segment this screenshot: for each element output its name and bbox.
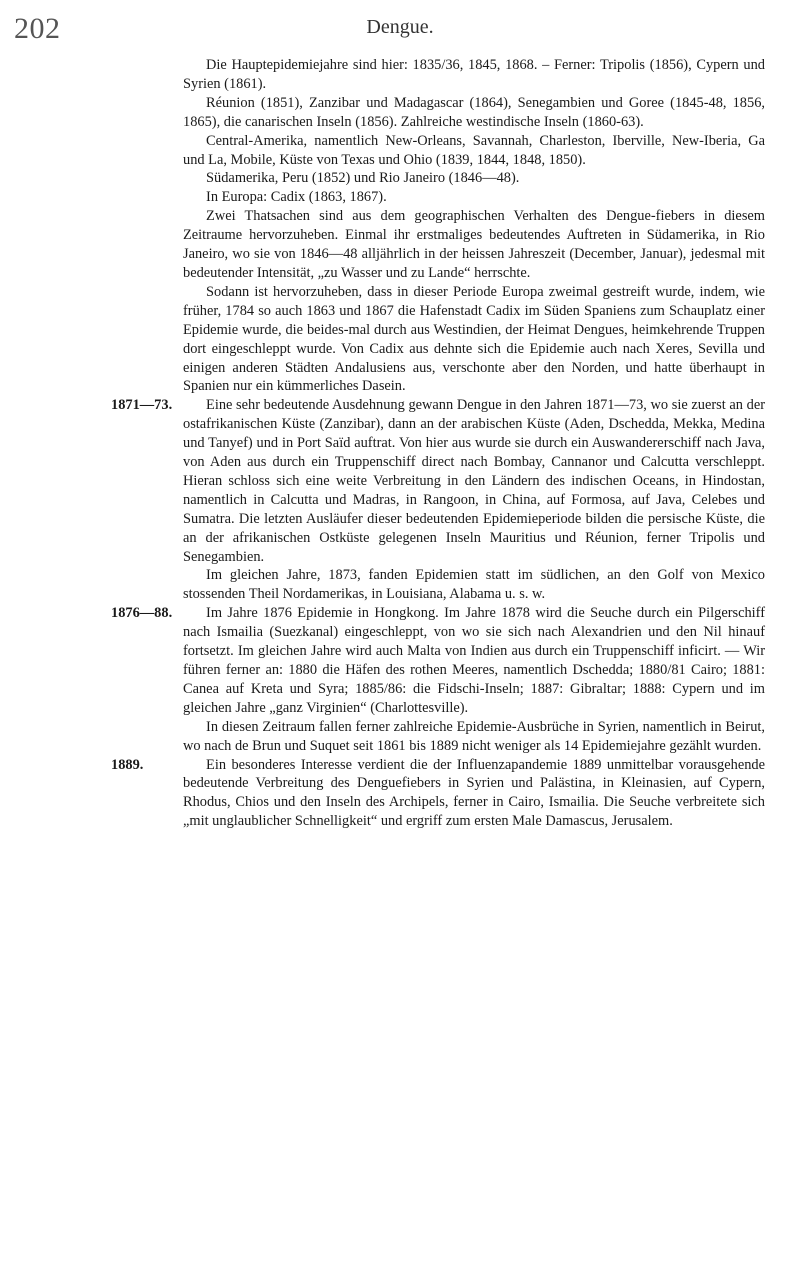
section-1876-88 bbox=[111, 604, 765, 755]
section-1871-73 bbox=[111, 396, 765, 604]
margin-date-1876: 1876—88. bbox=[111, 605, 173, 622]
paragraph-south-america: Südamerika, Peru (1852) und Rio Janeiro (1846—48). bbox=[206, 170, 520, 187]
page-number: 202 bbox=[14, 12, 61, 45]
body-text bbox=[111, 56, 765, 831]
paragraph-cadix: Sodann ist hervorzuheben, dass in dieser Periode Europa zweimal gestreift wurde, indem, wie früher, 1784 so auch 1863 und 1867 die Hafenstadt Cadix im Süden Spaniens zum Schauplatz einer Epidemie wurde, die beides-mal durch aus Westindien, der Heimat Dengues, heimkehrende Truppen dort eingeschleppt wurde. Von Cadix aus dehnte sich die Epidemie auch nach Xeres, Sevilla und einigen anderen Städten Andalusiens aus, verschonte aber den Norden, und hatte überhaupt in Spanien nur ein kümmerliches Dasein. bbox=[183, 283, 765, 395]
paragraph-1871-expansion: Eine sehr bedeutende Ausdehnung gewann Dengue in den Jahren 1871—73, wo sie zuerst an der ostafrikanischen Küste (Zanzibar), dann an der arabischen Küste (Aden, Dschedda, Mekka, Medina und Tanyef) und in Port Saïd auftrat. Von hier aus wurde sie durch ein Auswandererschiff nach Java, von Aden aus durch ein Truppenschiff direct nach Bombay, Cannanor und Calcutta verschleppt. Hieran schloss sich eine weite Verbreitung in den Ländern des indischen Oceans, in Hindostan, namentlich in Calcutta und Madras, in Rangoon, in China, auf Formosa, auf Java, Celebes und Sumatra. Die letzten Ausläufer dieser bedeutenden Epidemieperiode bilden die persische Küste, die an der afrikanischen Ostküste gelegenen Inseln Mauritius und Réunion, ferner Tripolis und Senegambien. bbox=[183, 397, 765, 565]
paragraph-central-america: Central-Amerika, namentlich New-Orleans, Savannah, Charleston, Iberville, New-Iberia, Ga und La, Mobile, Küste von Texas und Ohio (1839, 1844, 1848, 1850). bbox=[183, 132, 765, 168]
paragraph-1889-influenza: Ein besonderes Interesse verdient die der Influenzapandemie 1889 unmittelbar vorausgehende bedeutende Verbreitung des Denguefiebers in Syrien und Palästina, in Kleinasien, auf Cypern, Rhodus, Chios und den Inseln des Archipels, ferner in Cairo, Ismailia. Die Seuche verbreitete sich „mit unglaublicher Schnelligkeit“ und ergriff zum ersten Male Damascus, Jerusalem. bbox=[183, 756, 765, 830]
paragraph-1876-hongkong: Im Jahre 1876 Epidemie in Hongkong. Im Jahre 1878 wird die Seuche durch ein Pilgerschiff nach Ismailia (Suezkanal) eingeschleppt, von wo sie sich nach Alexandrien und den Nil hinauf fortsetzt. Im gleichen Jahre wird auch Malta von Indien aus durch ein Truppenschiff inficirt. — Wir führen ferner an: 1880 die Häfen des rothen Meeres, namentlich Dschedda; 1880/81 Cairo; 1881: Canea auf Kreta und Syra; 1885/86: die Fidschi-Inseln; 1887: Gibraltar; 1888: Cypern und im gleichen Jahre „ganz Virginien“ (Charlottesville). bbox=[183, 605, 765, 716]
running-head: Dengue. bbox=[366, 16, 434, 38]
paragraph-reunion: Réunion (1851), Zanzibar und Madagascar (1864), Senegambien und Goree (1845-48, 1856, 1865), die canarischen Inseln (1856). Zahlreiche westindische Inseln (1860-63). bbox=[183, 94, 765, 130]
paragraph-europe: In Europa: Cadix (1863, 1867). bbox=[206, 189, 387, 206]
paragraph-two-facts: Zwei Thatsachen sind aus dem geographischen Verhalten des Dengue-fiebers in diesem Zeitraume hervorzuheben. Einmal ihr erstmaliges bedeutendes Auftreten in Südamerika, in Rio Janeiro, wo sie von 1846—48 alljährlich in der heissen Jahreszeit (December, Januar), jedesmal mit bedeutender Intensität, „zu Wasser und zu Lande“ herrschte. bbox=[183, 208, 765, 281]
margin-date-1889: 1889. bbox=[111, 756, 144, 773]
section-1889 bbox=[111, 756, 765, 832]
paragraph-syria-outbreaks: In diesen Zeitraum fallen ferner zahlreiche Epidemie-Ausbrüche in Syrien, namentlich in Beirut, wo nach de Brun und Suquet seit 1861 bis 1889 nicht weniger als 14 Epidemiejahre gezählt wurden. bbox=[183, 718, 765, 754]
paragraph-epidemic-years: Die Hauptepidemiejahre sind hier: 1835/36, 1845, 1868. – Ferner: Tripolis (1856), Cypern und Syrien (1861). bbox=[183, 57, 765, 92]
paragraph-1873-north-america: Im gleichen Jahre, 1873, fanden Epidemien statt im südlichen, an den Golf von Mexico stossenden Theil Nordamerikas, in Louisiana, Alabama u. s. w. bbox=[183, 567, 765, 603]
margin-date-1871: 1871—73. bbox=[111, 397, 173, 414]
